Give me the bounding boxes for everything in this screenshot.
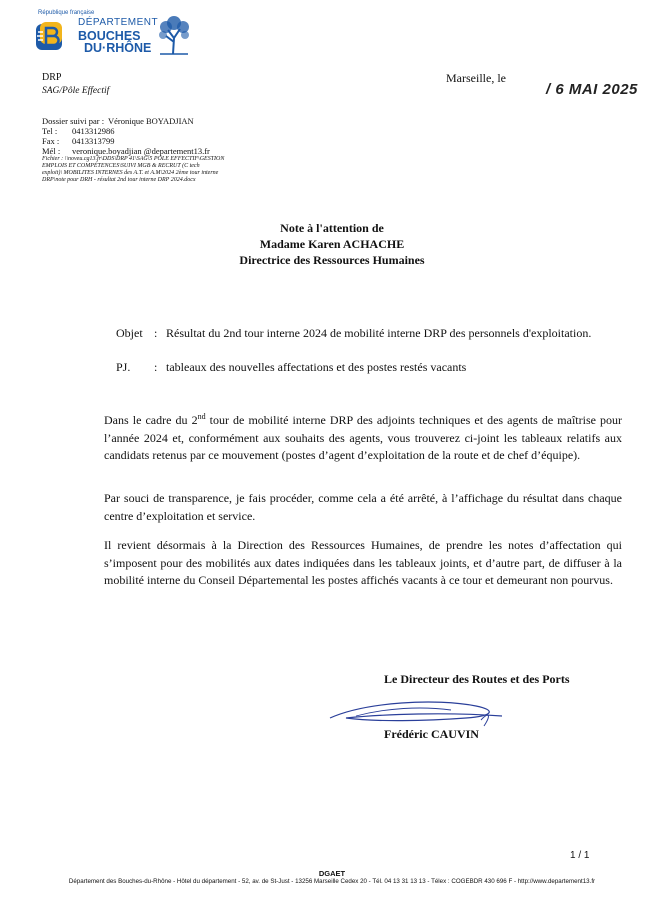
mel-label: Mél : (42, 146, 61, 156)
file-path (42, 156, 282, 184)
fax-label: Fax : (42, 136, 60, 146)
footer-address: Département des Bouches-du-Rhône - Hôtel du département - 52, av. de St-Just - 13256 Marseille Cedex 20 - Tél. 04 13 31 13 13 - Télex : COGEBDR 430 696 F - http://www.departement13.fr (68, 878, 596, 885)
tel-value: 0413312986 (72, 126, 115, 136)
file-path-line: Fichier : \\noveu.cg13.fr\DDS\DRP 41\SAG\5 POLE EFFECTIF\GESTION (42, 156, 225, 162)
fax-value: 0413313799 (72, 136, 115, 146)
recipient-block (0, 220, 664, 268)
recipient-title: Directrice des Ressources Humaines (239, 253, 425, 267)
objet-label: Objet (116, 326, 143, 340)
body-paragraph-3: Il revient désormais à la Direction des Ressources Humaines, de prendre les notes d’affectation qui s’imposent pour des mobilités aux dates indiquées dans les tableaux joints, et d’autre part, de diffuser à la mobilité interne du Conseil Départemental les postes affichés vacants à ce tour et demeurant non pourvus. (104, 538, 622, 587)
recipient-line1: Note à l'attention de (280, 221, 384, 235)
subject-row (116, 326, 626, 341)
file-path-line: exploit)\ MOBILITES INTERNES des A.T. et A.M\2024 2ème tour interne (42, 170, 219, 176)
dossier-label: Dossier suivi par : (42, 116, 105, 126)
footer-org: DGAET (318, 869, 346, 878)
sender-service: DRP (42, 72, 62, 83)
p1-start: Dans le cadre du 2 (104, 413, 198, 427)
olive-tree-icon (156, 14, 192, 56)
body-paragraph-2: Par souci de transparence, je fais procéder, comme cela a été arrêté, à l’affichage du résultat dans chaque centre d’exploitation et service. (104, 491, 622, 523)
dossier-value: Véronique BOYADJIAN (108, 116, 194, 126)
recipient-name: Madame Karen ACHACHE (259, 237, 405, 251)
sender-pole: SAG/Pôle Effectif (42, 86, 110, 96)
file-path-line: DRP\note pour DRH - résultat 2nd tour interne DRP 2024.docx (42, 177, 196, 183)
objet-text: Résultat du 2nd tour interne 2024 de mobilité interne DRP des personnels d'exploitation. (166, 326, 592, 340)
pj-label: PJ. (116, 360, 131, 374)
republic-label: République française (38, 10, 95, 16)
department-name-line1: BOUCHES (78, 29, 141, 43)
p1-rest: tour de mobilité interne DRP des adjoints techniques et des agents de maîtrise pour l’année 2024 et, conformément aux souhaits des agents, vous trouverez ci-joint les tableaux relatifs aux candidats retenus par ce mouvement (postes d’agent d’exploitation de la route et de chef d’équipe). (104, 413, 623, 462)
pj-text: tableaux des nouvelles affectations et des postes restés vacants (166, 360, 467, 374)
tel-label: Tel : (42, 126, 58, 136)
department-label: DÉPARTEMENT (78, 17, 159, 28)
page-number: 1 / 1 (570, 850, 590, 861)
objet-colon: : (154, 326, 158, 340)
signatory-name: Frédéric CAUVIN (384, 727, 479, 741)
signatory-title: Le Directeur des Routes et des Ports (384, 672, 570, 686)
contact-block (42, 116, 210, 156)
department-logo-icon (34, 20, 66, 52)
attachment-row (116, 360, 467, 375)
p1-superscript: nd (197, 412, 206, 421)
body-paragraph-1 (104, 408, 622, 465)
file-path-line: EMPLOIS ET COMPÉTENCES\SUIVI MGB & RECRUT (C tech (42, 163, 200, 169)
date-stamp: / 6 MAI 2025 (546, 81, 638, 98)
department-name-line2: DU·RHÔNE (84, 41, 152, 55)
pj-colon: : (154, 360, 158, 374)
mel-value: veronique.boyadjian @departement13.fr (72, 146, 210, 156)
place-label: Marseille, le (446, 71, 506, 85)
